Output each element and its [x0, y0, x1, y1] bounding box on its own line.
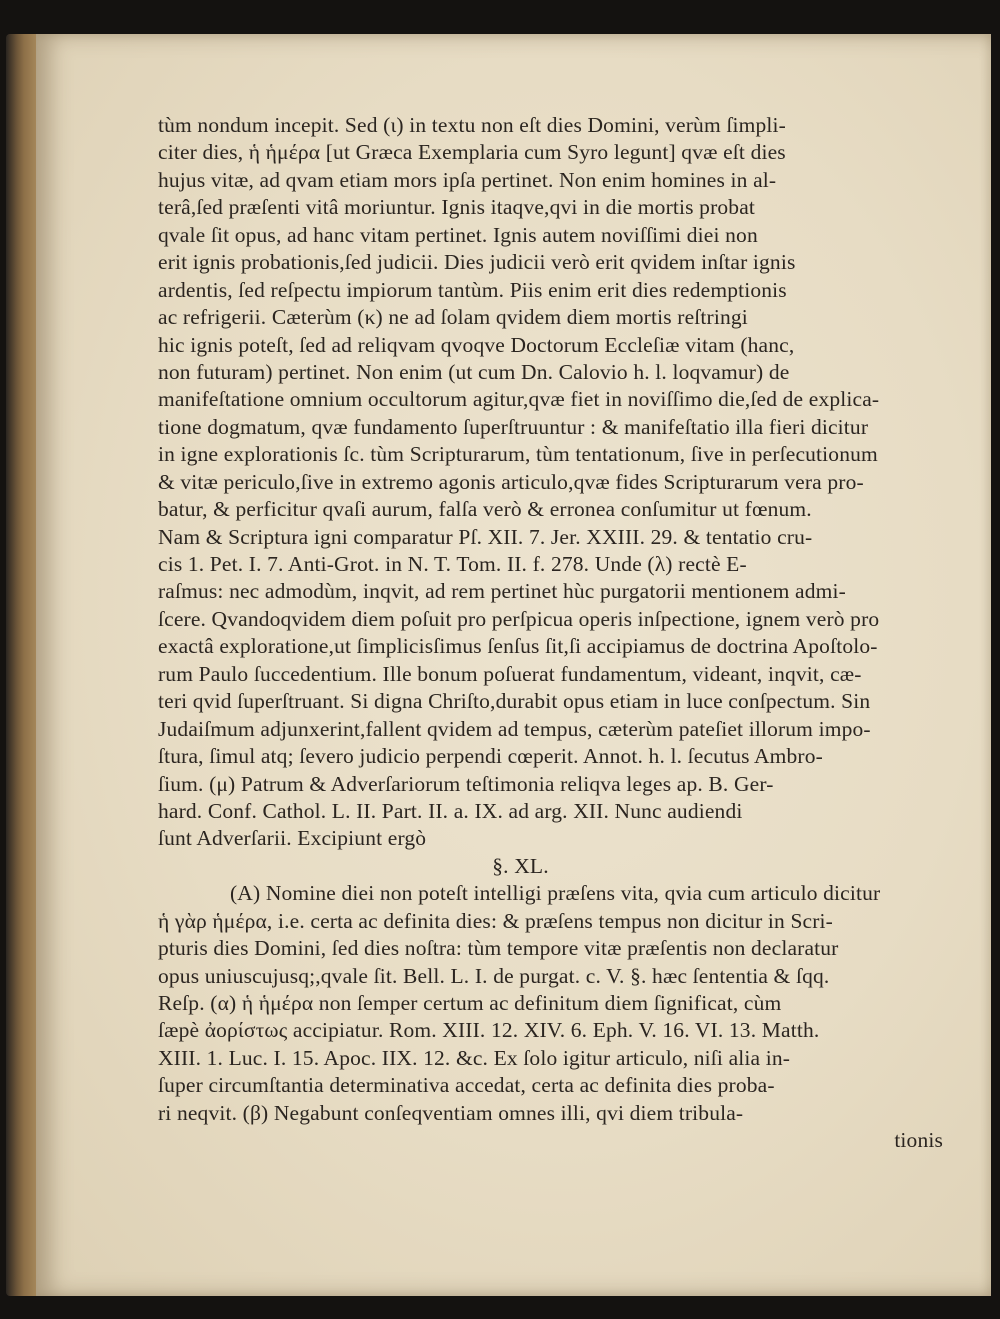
- text-line: exactâ exploratione,ut ſimplicisſimus ſenſus ſit,ſi accipiamus de doctrina Apoſtolo-: [158, 634, 878, 659]
- text-line: qvale ſit opus, ad hanc vitam pertinet. Ignis autem noviſſimi diei non: [158, 222, 758, 247]
- text-line: ἡ γὰρ ἡμέρα, i.e. certa ac definita dies: & præſens tempus non dicitur in Scri-: [158, 908, 833, 933]
- text-line: non futuram) pertinet. Non enim (ut cum Dn. Calovio h. l. loqvamur) de: [158, 359, 790, 384]
- text-line: hujus vitæ, ad qvam etiam mors ipſa pertinet. Non enim homines in al-: [158, 167, 777, 192]
- text-line: rum Paulo ſuccedentium. Ille bonum poſuerat fundamentum, videant, inqvit, cæ-: [158, 661, 862, 686]
- section-heading: §. XL.: [492, 853, 549, 878]
- text-line: ri neqvit. (β) Negabunt conſeqventiam omnes illi, qvi diem tribula-: [158, 1100, 744, 1125]
- text-line: Judaiſmum adjunxerint,fallent qvidem ad tempus, cæterùm pateſiet illorum impo-: [158, 716, 871, 741]
- text-line: Reſp. (α) ἡ ἡμέρα non ſemper certum ac definitum diem ſignificat, cùm: [158, 991, 782, 1015]
- page-text-block: [158, 112, 943, 1155]
- text-line: erit ignis probationis,ſed judicii. Dies judicii verò erit qvidem inſtar ignis: [158, 250, 796, 275]
- text-line: (A) Nomine diei non poteſt intelligi præſens vita, qvia cum articulo dicitur: [230, 881, 881, 906]
- text-line: cis 1. Pet. I. 7. Anti-Grot. in N. T. Tom. II. f. 278. Unde (λ) rectè E-: [158, 552, 747, 576]
- text-line: ſtura, ſimul atq; ſevero judicio perpendi cœperit. Annot. h. l. ſecutus Ambro-: [158, 744, 823, 769]
- text-line: ac refrigerii. Cæterùm (κ) ne ad ſolam qvidem diem mortis reſtringi: [158, 305, 748, 330]
- text-line: pturis dies Domini, ſed dies noſtra: tùm tempore vitæ præſentis non declaratur: [158, 936, 839, 961]
- text-line: ſæpè ἀορίστως accipiatur. Rom. XIII. 12. XIV. 6. Eph. V. 16. VI. 13. Matth.: [158, 1018, 820, 1043]
- text-line: terâ,ſed præſenti vitâ moriuntur. Ignis itaqve,qvi in die mortis probat: [158, 195, 756, 220]
- catchword: tionis: [894, 1128, 943, 1153]
- text-line: tione dogmatum, qvæ fundamento ſuperſtruuntur : & manifeſtatio illa fieri dicitur: [158, 414, 869, 439]
- text-line: ardentis, ſed reſpectu impiorum tantùm. Piis enim erit dies redemptionis: [158, 277, 787, 302]
- text-line: batur, & perficitur qvaſi aurum, falſa verò & erronea conſumitur ut fœnum.: [158, 497, 812, 522]
- text-line: in igne explorationis ſc. tùm Scripturarum, tùm tentationum, ſive in perſecutionum: [158, 442, 878, 467]
- text-line: opus uniuscujusq;,qvale ſit. Bell. L. I. de purgat. c. V. §. hæc ſententia & ſqq.: [158, 963, 830, 988]
- text-line: hard. Conf. Cathol. L. II. Part. II. a. IX. ad arg. XII. Nunc audiendi: [158, 798, 743, 823]
- text-line: ſunt Adverſarii. Excipiunt ergò: [158, 826, 427, 851]
- text-line: citer dies, ἡ ἡμέρα [ut Græca Exemplaria cum Syro legunt] qvæ eſt dies: [158, 140, 786, 165]
- text-line: hic ignis poteſt, ſed ad reliqvam qvoqve Doctorum Eccleſiæ vitam (hanc,: [158, 332, 795, 357]
- text-line: & vitæ periculo,ſive in extremo agonis articulo,qvæ fides Scripturarum vera pro-: [158, 469, 864, 494]
- text-line: Nam & Scriptura igni comparatur Pſ. XII. 7. Jer. XXIII. 29. & tentatio cru-: [158, 524, 813, 549]
- book-spine-edge: [6, 34, 36, 1296]
- text-line: ſuper circumſtantia determinativa accedat, certa ac definita dies proba-: [158, 1073, 775, 1098]
- text-line: tùm nondum incepit. Sed (ι) in textu non eſt dies Domini, verùm ſimpli-: [158, 113, 786, 137]
- text-line: manifeſtatione omnium occultorum agitur,qvæ fiet in noviſſimo die,ſed de explica-: [158, 387, 880, 412]
- text-line: raſmus: nec admodùm, inqvit, ad rem pertinet hùc purgatorii mentionem admi-: [158, 579, 846, 604]
- text-line: XIII. 1. Luc. I. 15. Apoc. IIX. 12. &c. Ex ſolo igitur articulo, niſi alia in-: [158, 1045, 791, 1070]
- text-line: ſium. (μ) Patrum & Adverſariorum teſtimonia reliqva leges ap. B. Ger-: [158, 771, 774, 796]
- text-line: teri qvid ſuperſtruant. Si digna Chriſto,durabit opus etiam in luce conſpectum. Sin: [158, 689, 871, 714]
- text-line: ſcere. Qvandoqvidem diem poſuit pro perſpicua operis inſpectione, ignem verò pro: [158, 606, 880, 631]
